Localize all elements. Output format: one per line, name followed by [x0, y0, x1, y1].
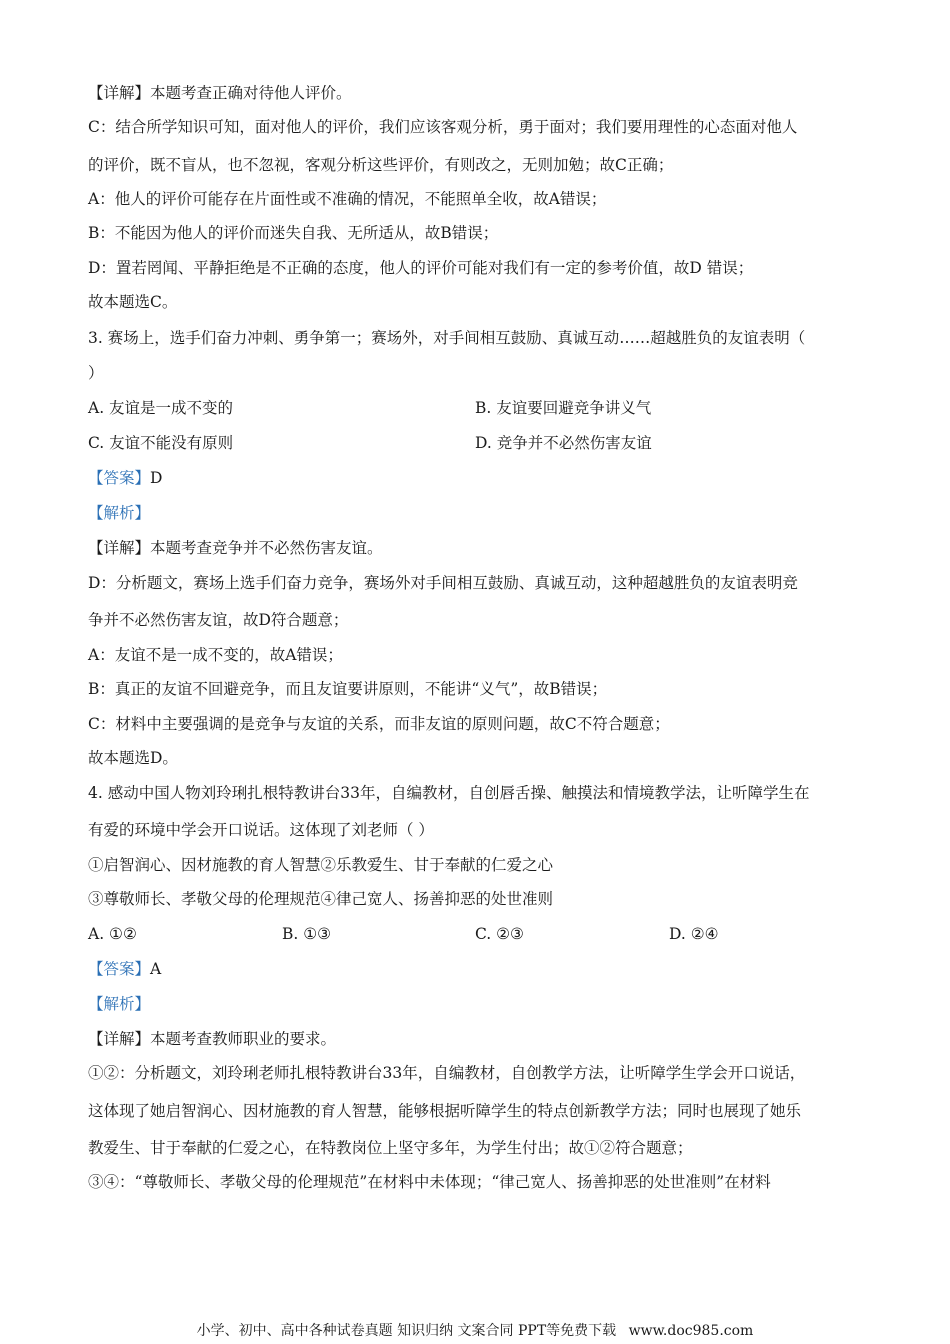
q4-explanation-line1: ①②：分析题文，刘玲琍老师扎根特教讲台33年，自编教材，自创教学方法，让听障学生学会开口说话， [88, 1064, 806, 1082]
q2-option-c-line2: 的评价，既不盲从，也不忽视，客观分析这些评价，有则改之，无则加勉；故C正确； [88, 156, 674, 174]
q2-option-d-explanation: D：置若罔闻、平静拒绝是不正确的态度，他人的评价可能对我们有一定的参考价值，故D 错误； [88, 259, 754, 277]
q4-analysis-label: 【解析】 [88, 995, 151, 1013]
footer-text: 小学、初中、高中各种试卷真题 知识归纳 文案合同 PPT等免费下载 [196, 1323, 617, 1339]
q4-option-a: A. ①② [88, 925, 137, 943]
q4-detail: 【详解】本题考查教师职业的要求。 [88, 1030, 337, 1048]
q3-option-a-explanation: A：友谊不是一成不变的，故A错误； [88, 646, 343, 664]
q3-detail: 【详解】本题考查竞争并不必然伤害友谊。 [88, 539, 383, 557]
q3-answer-label: 【答案】 [88, 469, 151, 487]
q3-option-d: D. 竞争并不必然伤害友谊 [475, 434, 652, 452]
q4-option-c: C. ②③ [475, 925, 524, 943]
q4-answer-value: A [150, 960, 162, 978]
q2-detail: 【详解】本题考查正确对待他人评价。 [88, 84, 352, 102]
q3-option-d-line1: D：分析题文，赛场上选手们奋力竞争，赛场外对手间相互鼓励、真诚互动，这种超越胜负的友谊表明竞 [88, 574, 798, 592]
q4-explanation-line4: ③④：“尊敬师长、孝敬父母的伦理规范”在材料中未体现；“律己宽人、扬善抑恶的处世准则”在材料 [88, 1173, 771, 1191]
q4-answer-label: 【答案】 [88, 960, 151, 978]
q2-option-a-explanation: A：他人的评价可能存在片面性或不准确的情况，不能照单全收，故A错误； [88, 190, 607, 208]
q3-analysis-label: 【解析】 [88, 504, 151, 522]
q4-explanation-line2: 这体现了她启智润心、因材施教的育人智慧，能够根据听障学生的特点创新教学方法；同时也展现了她乐 [88, 1102, 802, 1120]
q3-stem-line2: ） [88, 364, 104, 382]
q4-option-d: D. ②④ [669, 925, 719, 943]
q4-stem-line2: 有爱的环境中学会开口说话。这体现了刘老师（ ） [88, 821, 434, 839]
q2-option-b-explanation: B：不能因为他人的评价而迷失自我、无所适从，故B错误； [88, 224, 499, 242]
q2-option-c-line1: C：结合所学知识可知，面对他人的评价，我们应该客观分析，勇于面对；我们要用理性的心态面对他人 [88, 118, 798, 136]
q3-option-d-line2: 争并不必然伤害友谊，故D符合题意； [88, 611, 349, 629]
q2-conclusion: 故本题选C。 [88, 293, 178, 311]
q4-explanation-line3: 教爱生、甘于奉献的仁爱之心，在特教岗位上坚守多年，为学生付出；故①②符合题意； [88, 1139, 693, 1157]
q4-statements-1-2: ①启智润心、因材施教的育人智慧②乐教爱生、甘于奉献的仁爱之心 [88, 856, 554, 874]
q3-answer-value: D [150, 469, 163, 487]
q3-option-b-explanation: B：真正的友谊不回避竞争，而且友谊要讲原则，不能讲“义气”，故B错误； [88, 680, 608, 698]
q3-answer [88, 468, 162, 488]
q4-answer [88, 959, 161, 979]
q4-statements-3-4: ③尊敬师长、孝敬父母的伦理规范④律己宽人、扬善抑恶的处世准则 [88, 890, 554, 908]
q4-option-b: B. ①③ [282, 925, 332, 943]
q3-stem-line1: 3. 赛场上，选手们奋力冲刺、勇争第一；赛场外，对手间相互鼓励、真诚互动……超越胜负的友谊表明（ [88, 329, 806, 347]
footer-site-link[interactable]: www.doc985.com [628, 1323, 754, 1339]
q3-option-b: B. 友谊要回避竞争讲义气 [475, 399, 652, 417]
q3-option-c-explanation: C：材料中主要强调的是竞争与友谊的关系，而非友谊的原则问题，故C不符合题意； [88, 715, 670, 733]
q3-option-c: C. 友谊不能没有原则 [88, 434, 234, 452]
q4-stem-line1: 4. 感动中国人物刘玲琍扎根特教讲台33年，自编教材，自创唇舌操、触摸法和情境教学法，让听障学生在 [88, 784, 810, 802]
q3-option-a: A. 友谊是一成不变的 [88, 399, 234, 417]
page-footer [0, 1322, 950, 1340]
q3-conclusion: 故本题选D。 [88, 749, 178, 767]
